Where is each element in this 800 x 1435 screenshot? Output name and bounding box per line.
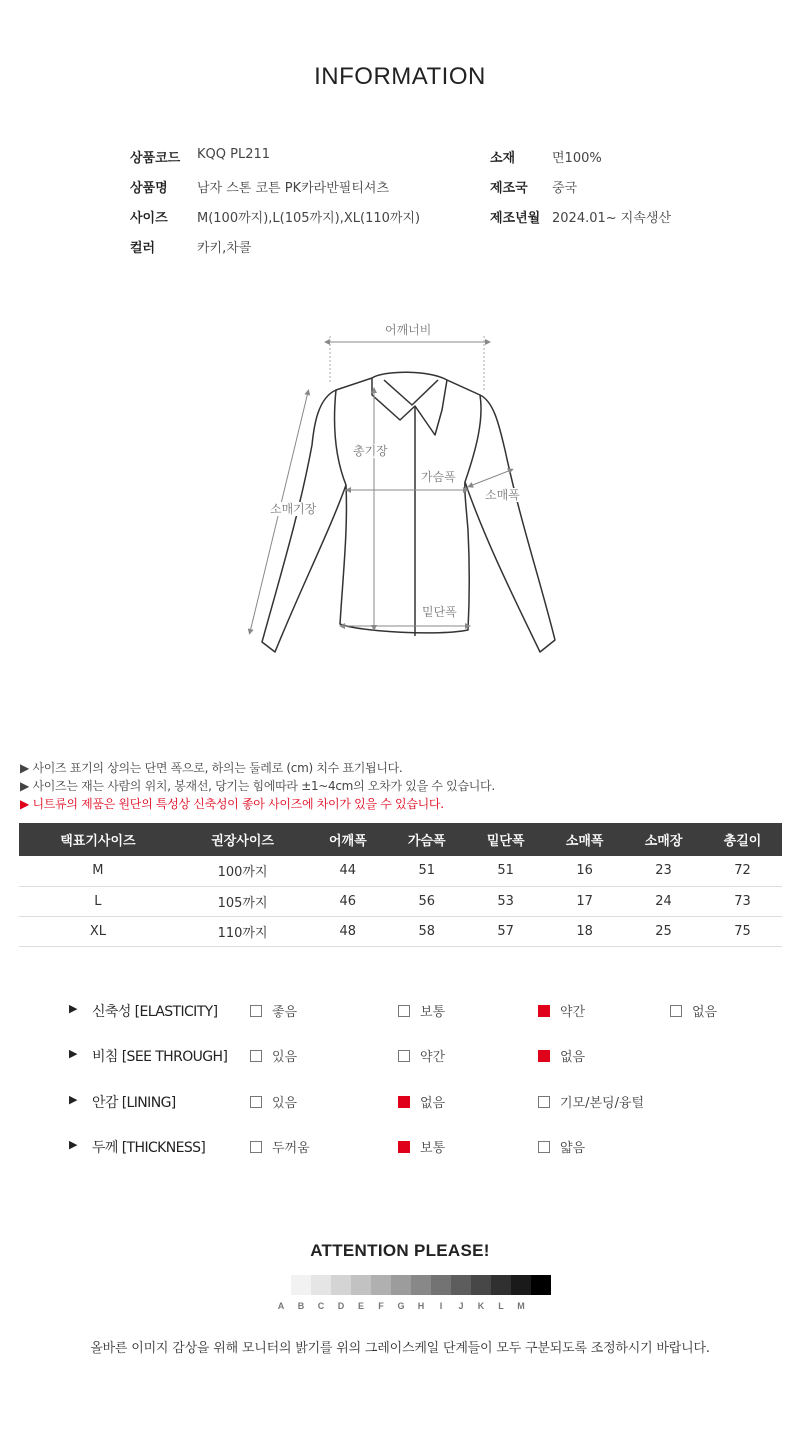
table-cell: 56 xyxy=(387,886,466,916)
grayscale-letter: F xyxy=(378,1301,384,1311)
option-slight: 약간 xyxy=(538,1001,585,1020)
info-material-value: 면100% xyxy=(552,151,602,166)
grayscale-swatch xyxy=(511,1275,531,1295)
grayscale-swatch xyxy=(311,1275,331,1295)
info-date-value: 2024.01~ 지속생산 xyxy=(552,211,672,226)
property-label: 비침 [SEE THROUGH] xyxy=(92,1049,228,1065)
grayscale-swatch xyxy=(351,1275,371,1295)
property-label: 안감 [LINING] xyxy=(92,1095,176,1111)
grayscale-bar xyxy=(291,1275,551,1295)
label-chest: 가슴폭 xyxy=(421,470,456,484)
note-1: ▶ 사이즈 표기의 상의는 단면 폭으로, 하의는 둘레로 (cm) 치수 표기됩니다. xyxy=(20,761,403,775)
checkbox-icon xyxy=(398,1005,410,1017)
property-label: 신축성 [ELASTICITY] xyxy=(92,1004,218,1020)
option-slight: 약간 xyxy=(398,1046,445,1065)
arrow-icon: ▶ xyxy=(69,1047,78,1060)
grayscale-letter: B xyxy=(297,1301,305,1311)
grayscale-swatch xyxy=(451,1275,471,1295)
table-cell: 18 xyxy=(545,916,624,946)
arrow-icon: ▶ xyxy=(69,1138,78,1151)
shirt-illustration xyxy=(0,310,800,670)
info-country-label: 제조국 xyxy=(490,181,528,196)
table-cell: 105까지 xyxy=(177,886,309,916)
header-sleeve-length: 소매장 xyxy=(624,823,703,856)
table-cell: 48 xyxy=(308,916,387,946)
grayscale-letter: H xyxy=(417,1301,425,1311)
info-country-value: 중국 xyxy=(552,181,578,196)
table-cell: 17 xyxy=(545,886,624,916)
checkbox-icon xyxy=(538,1096,550,1108)
table-cell: 25 xyxy=(624,916,703,946)
option-yes: 있음 xyxy=(250,1046,297,1065)
label-total-length: 총기장 xyxy=(353,444,388,458)
table-cell: 24 xyxy=(624,886,703,916)
checkbox-icon xyxy=(250,1050,262,1062)
option-none: 없음 xyxy=(398,1092,445,1111)
table-cell: 75 xyxy=(703,916,782,946)
info-code-value: KQQ PL211 xyxy=(197,147,271,162)
info-color-value: 카키,차콜 xyxy=(197,241,252,256)
note-3: ▶ 니트류의 제품은 원단의 특성상 신축성이 좋아 사이즈에 차이가 있을 수 있습니다. xyxy=(20,797,444,811)
label-sleeve-width: 소매폭 xyxy=(485,488,520,502)
table-header-row xyxy=(19,823,782,856)
label-shoulder: 어깨너비 xyxy=(385,323,432,337)
property-row-elasticity xyxy=(0,996,800,1026)
header-shoulder: 어깨폭 xyxy=(308,823,387,856)
table-row xyxy=(19,886,782,916)
checkbox-checked-icon xyxy=(538,1050,550,1062)
info-name-label: 상품명 xyxy=(130,181,168,196)
note-2: ▶ 사이즈는 재는 사람의 위치, 봉재선, 당기는 힘에따라 ±1~4cm의 오차가 있을 수 있습니다. xyxy=(20,779,495,793)
info-date-label: 제조년월 xyxy=(490,211,541,226)
table-cell: 53 xyxy=(466,886,545,916)
option-good: 좋음 xyxy=(250,1001,297,1020)
table-cell: 46 xyxy=(308,886,387,916)
label-sleeve-length: 소매기장 xyxy=(270,502,317,516)
option-yes: 있음 xyxy=(250,1092,297,1111)
label-hem: 밑단폭 xyxy=(422,605,457,619)
table-cell: 51 xyxy=(466,856,545,886)
checkbox-checked-icon xyxy=(538,1005,550,1017)
option-normal: 보통 xyxy=(398,1001,445,1020)
attention-title: ATTENTION PLEASE! xyxy=(310,1241,490,1260)
option-none: 없음 xyxy=(670,1001,717,1020)
info-name-value: 남자 스톤 코튼 PK카라반필티셔츠 xyxy=(197,181,390,196)
checkbox-checked-icon xyxy=(398,1141,410,1153)
table-cell: 110까지 xyxy=(177,916,309,946)
monitor-notice: 올바른 이미지 감상을 위해 모니터의 밝기를 위의 그레이스케일 단계들이 모두 구분되도록 조정하시기 바랍니다. xyxy=(90,1341,710,1356)
grayscale-letter: G xyxy=(397,1301,405,1311)
header-chest: 가슴폭 xyxy=(387,823,466,856)
grayscale-letter: M xyxy=(517,1301,525,1311)
grayscale-swatch xyxy=(411,1275,431,1295)
table-cell: 16 xyxy=(545,856,624,886)
grayscale-letter: I xyxy=(439,1301,443,1311)
grayscale-letter: K xyxy=(477,1301,485,1311)
table-cell: 58 xyxy=(387,916,466,946)
size-table xyxy=(19,823,782,947)
option-normal: 보통 xyxy=(398,1137,445,1156)
grayscale-letter: J xyxy=(458,1301,464,1311)
grayscale-letter: L xyxy=(498,1301,504,1311)
table-cell: 100까지 xyxy=(177,856,309,886)
page-title: INFORMATION xyxy=(314,63,486,90)
option-brushed: 기모/본딩/융털 xyxy=(538,1092,644,1111)
table-row xyxy=(19,856,782,886)
table-cell: XL xyxy=(19,916,177,946)
grayscale-swatch xyxy=(491,1275,511,1295)
header-sleeve-width: 소매폭 xyxy=(545,823,624,856)
property-label: 두께 [THICKNESS] xyxy=(92,1140,206,1156)
measurement-diagram xyxy=(0,310,800,670)
checkbox-icon xyxy=(670,1005,682,1017)
checkbox-checked-icon xyxy=(398,1096,410,1108)
table-cell: 72 xyxy=(703,856,782,886)
table-cell: M xyxy=(19,856,177,886)
grayscale-swatch xyxy=(331,1275,351,1295)
table-cell: 57 xyxy=(466,916,545,946)
grayscale-swatch xyxy=(431,1275,451,1295)
header-recommended-size: 권장사이즈 xyxy=(177,823,309,856)
checkbox-icon xyxy=(250,1096,262,1108)
arrow-icon: ▶ xyxy=(69,1002,78,1015)
info-size-label: 사이즈 xyxy=(130,211,168,226)
product-info xyxy=(0,0,800,260)
checkbox-icon xyxy=(538,1141,550,1153)
table-cell: 51 xyxy=(387,856,466,886)
arrow-icon: ▶ xyxy=(69,1093,78,1106)
header-total-length: 총길이 xyxy=(703,823,782,856)
grayscale-letter: D xyxy=(337,1301,345,1311)
header-hem: 밑단폭 xyxy=(466,823,545,856)
property-row-thickness xyxy=(0,1132,800,1162)
table-cell: 73 xyxy=(703,886,782,916)
grayscale-swatch xyxy=(471,1275,491,1295)
grayscale-swatch xyxy=(391,1275,411,1295)
property-row-see-through xyxy=(0,1041,800,1071)
info-material-label: 소재 xyxy=(490,151,516,166)
checkbox-icon xyxy=(250,1141,262,1153)
grayscale-swatch xyxy=(531,1275,551,1295)
option-thick: 두꺼움 xyxy=(250,1137,310,1156)
size-notes xyxy=(20,759,495,813)
table-cell: L xyxy=(19,886,177,916)
table-cell: 44 xyxy=(308,856,387,886)
grayscale-letter: A xyxy=(277,1301,285,1311)
grayscale-swatch xyxy=(371,1275,391,1295)
grayscale-letters xyxy=(271,1301,531,1311)
table-row xyxy=(19,916,782,946)
property-row-lining xyxy=(0,1087,800,1117)
checkbox-icon xyxy=(250,1005,262,1017)
grayscale-letter: E xyxy=(357,1301,364,1311)
option-none: 없음 xyxy=(538,1046,585,1065)
info-code-label: 상품코드 xyxy=(130,151,181,166)
grayscale-letter: C xyxy=(317,1301,325,1311)
grayscale-swatch xyxy=(291,1275,311,1295)
option-thin: 얇음 xyxy=(538,1137,585,1156)
info-color-label: 컬러 xyxy=(130,241,156,256)
header-tag-size: 택표기사이즈 xyxy=(19,823,177,856)
table-cell: 23 xyxy=(624,856,703,886)
checkbox-icon xyxy=(398,1050,410,1062)
info-size-value: M(100까지),L(105까지),XL(110까지) xyxy=(197,211,421,226)
